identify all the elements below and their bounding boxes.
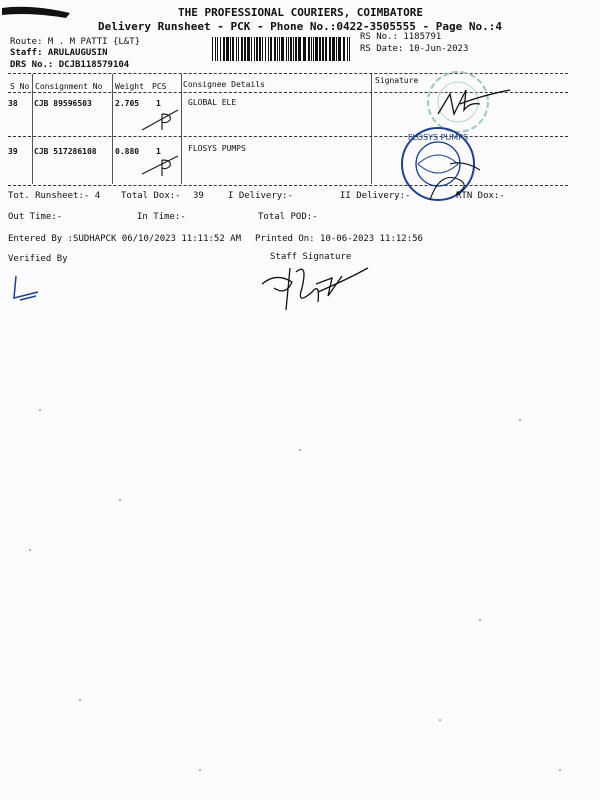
total-runsheet: Tot. Runsheet:- 4: [8, 191, 101, 201]
row-sno: 38: [8, 99, 18, 108]
out-time: Out Time:-: [8, 212, 63, 222]
total-dox-value: 39: [193, 191, 204, 201]
pcs-tick-mark: [138, 104, 188, 138]
col-divider: [371, 74, 372, 184]
in-time: In Time:-: [137, 212, 186, 222]
row-consignment: CJB 89596503: [34, 99, 92, 108]
stamp-text: FLOSYS PUMPS: [407, 133, 469, 142]
row-consignment: CJB 517286108: [34, 147, 97, 156]
row-consignee: GLOBAL ELE: [188, 98, 237, 107]
verified-by-label: Verified By: [8, 254, 68, 264]
col-header-weight: Weight: [115, 82, 144, 91]
consignee-signature: [430, 80, 520, 124]
total-dox-label: Total Dox:-: [121, 191, 181, 201]
staff-label: Staff: ARULAUGUSIN: [10, 48, 108, 58]
staff-signature-label: Staff Signature: [270, 252, 352, 262]
row-pcs: 1: [156, 147, 161, 156]
col-header-consignee: Consignee Details: [183, 80, 265, 89]
rs-number: RS No.: 1185791: [360, 32, 442, 42]
col-header-sno: S No: [10, 82, 30, 91]
scan-speckles: [0, 300, 600, 800]
ii-delivery: II Delivery:-: [340, 191, 411, 201]
redaction-mark: [0, 0, 80, 22]
col-header-pcs: PCS: [152, 82, 167, 91]
barcode: [212, 37, 352, 61]
col-header-consignment: Consignment No: [35, 82, 103, 91]
printed-on: Printed On: 10-06-2023 11:12:56: [255, 234, 423, 244]
rs-date: RS Date: 10-Jun-2023: [360, 44, 469, 54]
i-delivery: I Delivery:-: [228, 191, 294, 201]
row-weight: 0.880: [115, 147, 140, 156]
stamp-signature: [420, 150, 490, 210]
drs-number: DRS No.: DCJB118579104: [10, 60, 130, 70]
row-sno: 39: [8, 147, 18, 156]
row-consignee: FLOSYS PUMPS: [188, 144, 246, 153]
total-pod: Total POD:-: [258, 212, 318, 222]
entered-by: Entered By :SUDHAPCK 06/10/2023 11:11:52 AM: [8, 234, 241, 244]
row-weight: 2.705: [115, 99, 140, 108]
col-divider: [112, 74, 113, 184]
route-label: Route: M . M PATTI {L&T}: [10, 37, 141, 47]
pcs-tick-mark: [138, 152, 188, 182]
col-divider: [32, 74, 33, 184]
runsheet-subtitle: Delivery Runsheet - PCK - Phone No.:0422-3505555 - Page No.:4: [98, 20, 502, 33]
col-header-signature: Signature: [375, 76, 419, 85]
rtn-dox: RTN Dox:-: [456, 191, 505, 201]
row-pcs: 1: [156, 99, 161, 108]
company-title: THE PROFESSIONAL COURIERS, COIMBATORE: [178, 6, 424, 19]
